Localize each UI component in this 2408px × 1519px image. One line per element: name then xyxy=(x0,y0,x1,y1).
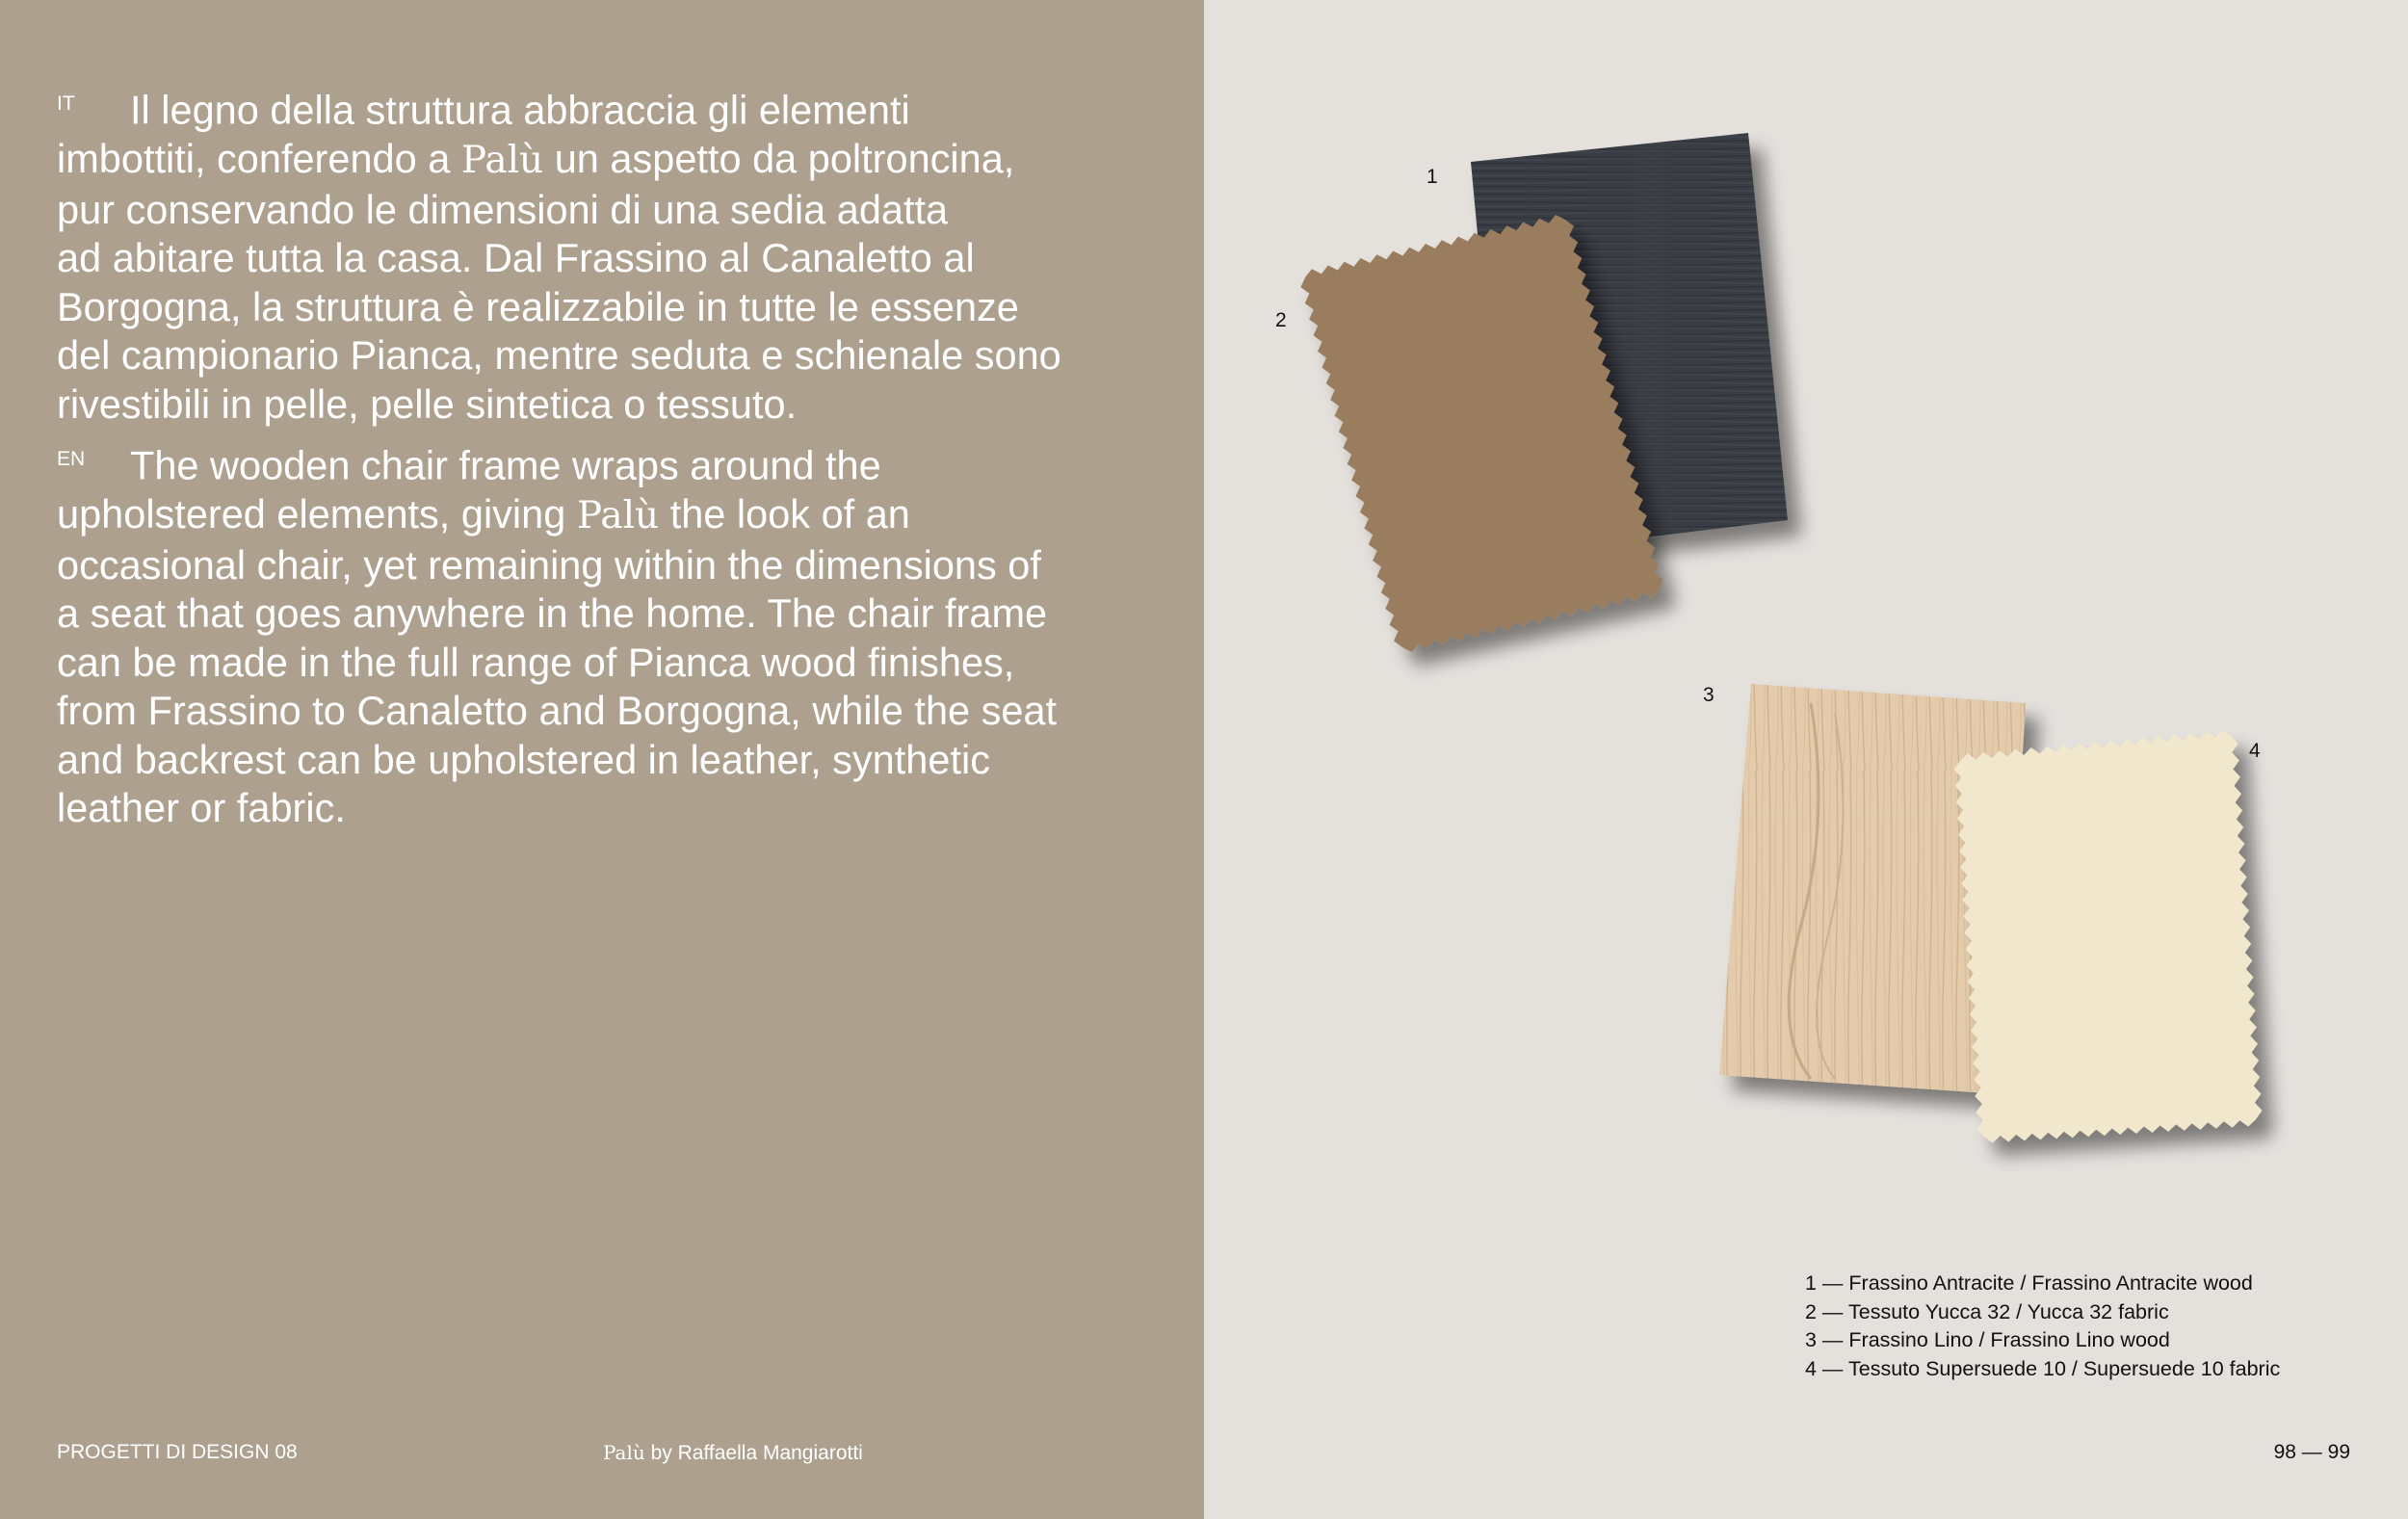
legend-item-2: 2 — Tessuto Yucca 32 / Yucca 32 fabric xyxy=(1805,1299,2169,1323)
en-line-1: The wooden chair frame wraps around the xyxy=(130,442,881,488)
en-line-6: from Frassino to Canaletto and Borgogna, while the seat xyxy=(57,688,1058,734)
it-line-4: ad abitare tutta la casa. Dal Frassino al Canaletto al xyxy=(57,235,975,281)
swatch-number-1: 1 xyxy=(1426,166,1438,188)
it-line-7: rivestibili in pelle, pelle sintetica o tessuto. xyxy=(57,380,798,427)
it-line-5: Borgogna, la struttura è realizzabile in tutte le essenze xyxy=(57,283,1019,329)
it-line-2c: un aspetto da poltroncina, xyxy=(543,136,1015,182)
footer-series-title: PROGETTI DI DESIGN 08 xyxy=(57,1441,298,1463)
en-line-3: occasional chair, yet remaining within the dimensions of xyxy=(57,541,1041,588)
it-line-2a: imbottiti, conferendo a xyxy=(57,136,461,182)
lang-label-en: EN xyxy=(57,448,86,470)
it-line-1: Il legno della struttura abbraccia gli elementi xyxy=(130,87,910,133)
en-line-2c: the look of an xyxy=(659,491,910,537)
product-name-it: Palù xyxy=(460,139,544,183)
footer-designer: by Raffaella Mangiarotti xyxy=(644,1442,863,1464)
legend-item-4: 4 — Tessuto Supersuede 10 / Supersuede 10 fabric xyxy=(1805,1356,2281,1380)
swatch-legend xyxy=(1805,1270,2280,1383)
swatch-number-4: 4 xyxy=(2249,740,2261,762)
page-numbers: 98 — 99 xyxy=(2273,1441,2350,1463)
en-line-5: can be made in the full range of Pianca wood finishes, xyxy=(57,639,1015,685)
swatch-number-2: 2 xyxy=(1275,309,1287,331)
en-line-8: leather or fabric. xyxy=(57,785,346,831)
en-line-7: and backrest can be upholstered in leather, synthetic xyxy=(57,736,990,782)
it-line-3: pur conservando le dimensioni di una sedia adatta xyxy=(57,186,949,232)
swatch-number-3: 3 xyxy=(1703,684,1714,706)
product-name-en: Palù xyxy=(576,494,660,538)
footer-product-name: Palù xyxy=(603,1441,645,1464)
en-line-2a: upholstered elements, giving xyxy=(57,491,577,537)
it-line-6: del campionario Pianca, mentre seduta e schienale sono xyxy=(57,332,1061,379)
swatch-4-tessuto-supersuede xyxy=(1954,730,2263,1143)
lang-label-it: IT xyxy=(57,92,75,115)
legend-item-1: 1 — Frassino Antracite / Frassino Antracite wood xyxy=(1805,1271,2253,1295)
en-line-4: a seat that goes anywhere in the home. The chair frame xyxy=(57,590,1048,637)
legend-item-3: 3 — Frassino Lino / Frassino Lino wood xyxy=(1805,1328,2170,1351)
